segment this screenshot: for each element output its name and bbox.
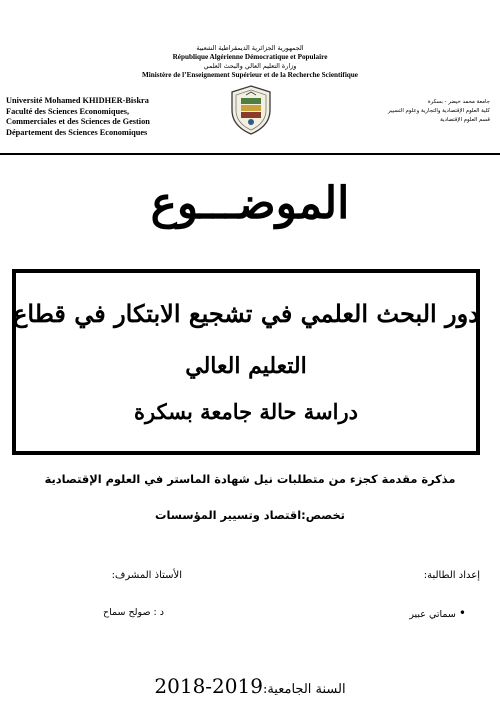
ministry-arabic: وزارة التعليم العالي والبحث العلمي: [203, 62, 297, 70]
thesis-title-line-1: دور البحث العلمي في تشجيع الابتكار في قطاع: [13, 299, 479, 328]
header-divider: [0, 153, 500, 155]
republic-french: République Algérienne Démocratique et Populaire: [172, 53, 328, 61]
header-block: [0, 44, 500, 80]
faculty-name-fr-2: Commerciales et des Sciences de Gestion: [6, 117, 150, 127]
academic-year-row: [0, 674, 500, 698]
supervisor-name: د : صولح سماح: [103, 607, 164, 618]
university-name-fr: Université Mohamed KHIDHER-Biskra: [6, 96, 149, 105]
bullet-icon: •: [458, 606, 466, 620]
thesis-title-line-2: التعليم العالي: [185, 353, 307, 379]
student-name-row: [409, 606, 466, 620]
student-name: سماتي عبير: [409, 609, 456, 620]
department-name-fr: Département des Sciences Economiques: [6, 127, 148, 137]
ministry-french: Ministère de l’Enseignement Supérieur et de la Recherche Scientifique: [142, 71, 358, 79]
faculty-name-ar: كلية العلوم الإقتصادية والتجارية وعلوم التسيير: [388, 108, 490, 114]
republic-arabic: الجمهورية الجزائرية الديمقراطية الشعبية: [196, 44, 304, 52]
department-name-ar: قسم العلوم الإقتصادية: [440, 117, 490, 123]
subject-heading: الموضـــوع: [150, 178, 350, 229]
thesis-title-line-3: دراسة حالة جامعة بسكرة: [134, 399, 358, 424]
prepared-by-label: إعداد الطالبة:: [423, 570, 480, 581]
memo-description: مذكرة مقدمة كجزء من متطلبات نيل شهادة الماستر في العلوم الإقتصادية: [44, 472, 456, 486]
supervisor-label: الأستاذ المشرف:: [111, 570, 182, 581]
university-french-block: [6, 96, 196, 138]
academic-year-label: السنة الجامعية:: [262, 682, 346, 697]
university-logo-icon: [228, 84, 274, 136]
academic-year-value: 2018-2019: [154, 674, 263, 698]
university-name-ar: جامعة محمد خيضر - بسكرة: [427, 99, 490, 105]
university-arabic-block: [340, 98, 490, 125]
faculty-name-fr-1: Faculté des Sciences Economiques,: [6, 106, 130, 116]
memo-specialty: تخصص:اقتصاد وتسيير المؤسسات: [155, 508, 345, 522]
